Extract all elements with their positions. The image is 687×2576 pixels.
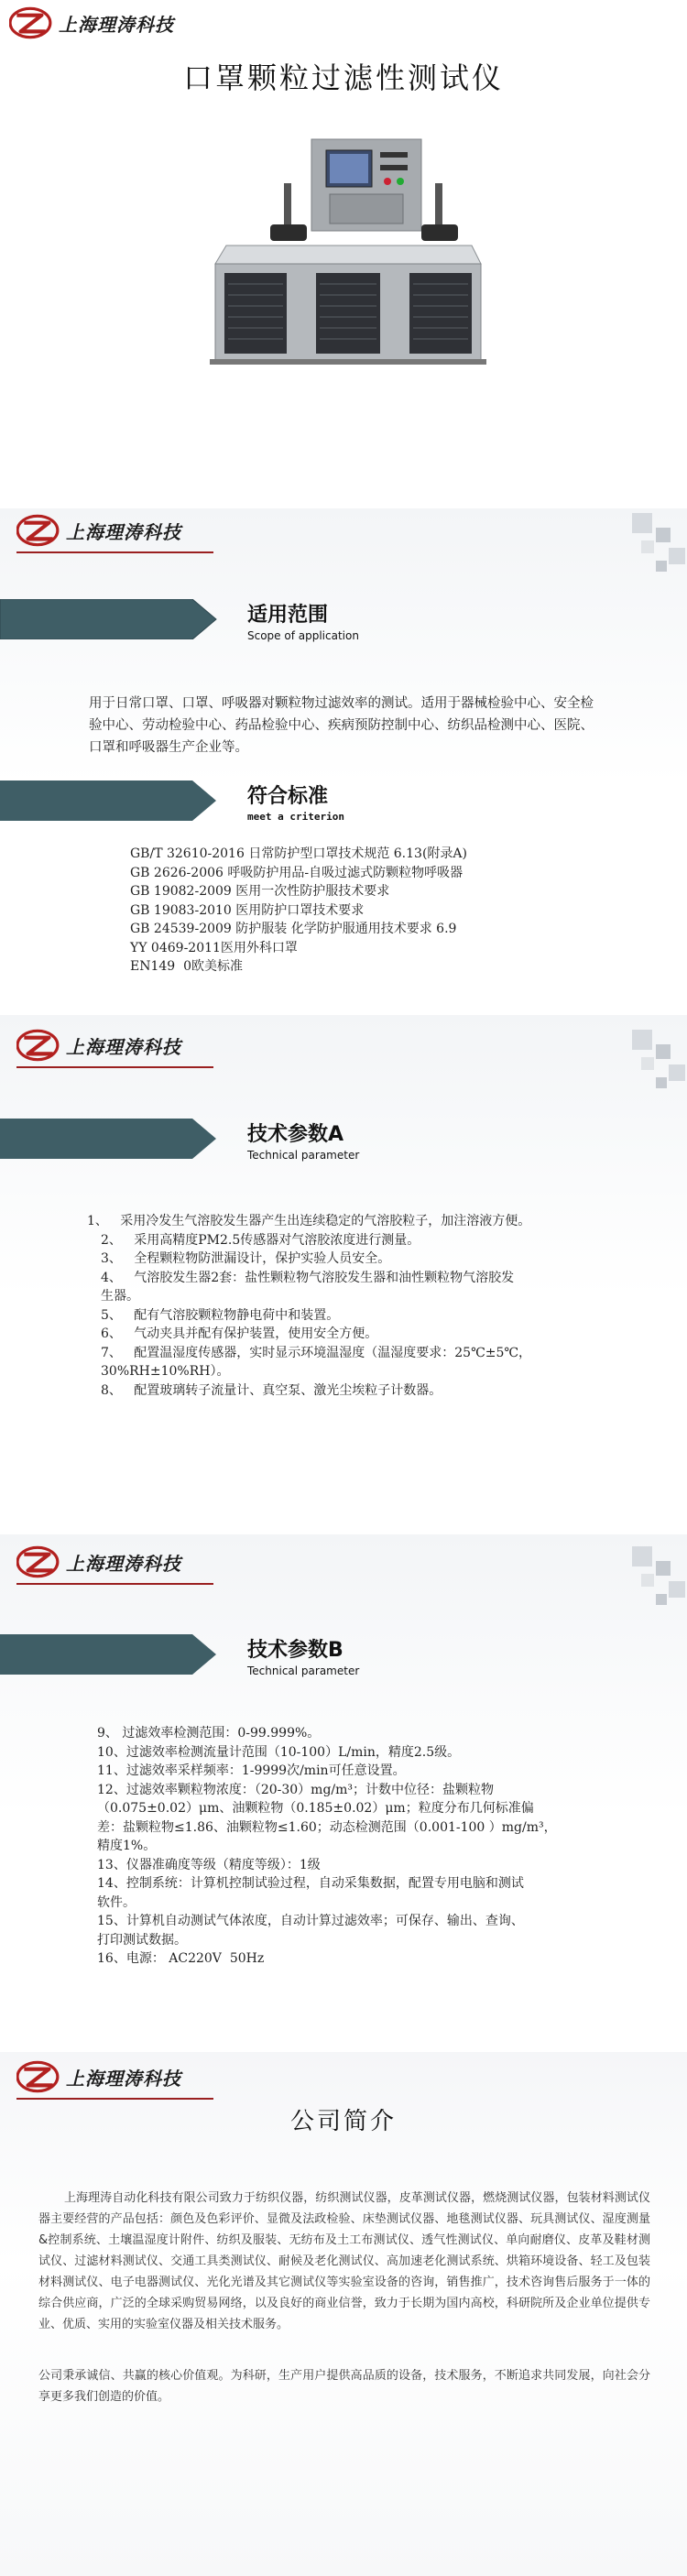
param-line: （0.075±0.02）μm、油颗粒物（0.185±0.02）μm；粒度分布几何标准偏 (97, 1801, 534, 1816)
application-text: 用于日常口罩、口罩、呼吸器对颗粒物过滤效率的测试。适用于器械检验中心、安全检验中心、劳动检验中心、药品检验中心、疾病预防控制中心、纺织品检测中心、医院、口罩和呼吸器生产企业等。 (89, 696, 594, 755)
heading-params-b (247, 1634, 359, 1677)
standards-list (130, 845, 467, 977)
heading-application-cn: 适用范围 (247, 604, 329, 627)
param-line: 7、 配置温湿度传感器，实时显示环境温湿度（温湿度要求：25℃±5℃， (101, 1345, 532, 1360)
section3-logo (16, 1545, 181, 1579)
param-line: 软件。 (97, 1894, 136, 1910)
section3-rule (16, 1583, 213, 1585)
param-line: 9、 过滤效率检测范围：0-99.999%。 (97, 1726, 321, 1741)
param-line: 8、 配置玻璃转子流量计、真空泵、激光尘埃粒子计数器。 (101, 1382, 442, 1398)
param-line: 打印测试数据。 (97, 1932, 187, 1948)
heading-params-a-en: Technical parameter (247, 1149, 360, 1162)
hero-logo (9, 5, 174, 40)
product-image (206, 137, 490, 366)
standard-line: YY 0469-2011医用外科口罩 (130, 940, 298, 955)
param-line: 2、 采用高精度PM2.5传感器对气溶胶浓度进行测量。 (101, 1232, 420, 1248)
standard-line: GB 19083-2010 医用防护口罩技术要求 (130, 902, 365, 918)
param-line: 差：盐颗粒物≤1.86、油颗粒物≤1.60；动态检测范围（0.001-100 ）mg/m³， (97, 1819, 557, 1835)
param-line: 14、控制系统：计算机控制试验过程，自动采集数据，配置专用电脑和测试 (97, 1876, 524, 1891)
param-line: 4、 气溶胶发生器2套：盐性颗粒物气溶胶发生器和油性颗粒物气溶胶发 (101, 1270, 515, 1285)
section4-rule (16, 2098, 213, 2100)
heading-standards (247, 780, 344, 823)
hero-title: 口罩颗粒过滤性测试仪 (182, 60, 504, 95)
section1-rule (16, 551, 213, 553)
param-line: 6、 气动夹具并配有保护装置，使用安全方便。 (101, 1326, 378, 1341)
brand-mark-icon (16, 513, 60, 548)
brand-mark-icon (16, 1028, 60, 1063)
logo-text: 上海理涛科技 (66, 1035, 181, 1058)
logo-text: 上海理涛科技 (66, 1552, 181, 1575)
brand-mark-icon (16, 2059, 60, 2094)
params-b-list (97, 1724, 557, 1969)
heading-standards-en: meet a criterion (247, 811, 344, 823)
standard-line: GB 2626-2006 呼吸防护用品-自吸过滤式防颗粒物呼吸器 (130, 865, 463, 880)
section2-rule (16, 1066, 213, 1068)
heading-arrow-standards (0, 780, 220, 821)
section1-logo (16, 513, 181, 548)
params-a-list (87, 1212, 531, 1400)
heading-params-a-cn: 技术参数A (247, 1123, 344, 1146)
section4-logo (16, 2059, 181, 2094)
heading-params-a (247, 1119, 359, 1162)
param-line: 30%RH±10%RH）。 (101, 1364, 230, 1379)
company-para-1: 上海理涛自动化科技有限公司致力于纺织仪器，纺织测试仪器，皮革测试仪器，燃烧测试仪器，包装材料测试仪器主要经营的产品包括：颜色及色彩评价、显微及法政检验、床垫测试仪器、地毯测试仪器、玩具测试仪、湿度测量&控制系统、土壤温湿度计附件、纺织及服装、无纺布及土工布测试仪、透气性测试仪、单向耐磨仪、皮革及鞋材测试仪、过滤材料测试仪、交通工具类测试仪、耐候及老化测试仪、高加速老化测试系统、烘箱环境设备、轻工及包装材料测试仪、电子电器测试仪、光化光谱及其它测试仪等实验室设备的咨询，销售推广，技术咨询售后服务于一体的综合供应商，广泛的全球采购贸易网络，以及良好的商业信誉，致力于长期为国内高校，科研院所及企业单位提供专业、优质、实用的实验室仪器及相关技术服务。 (38, 2191, 650, 2331)
heading-application (247, 599, 359, 642)
standard-line: EN149 0欧美标准 (130, 959, 243, 974)
heading-arrow-params-a (0, 1119, 220, 1159)
param-line: 11、过滤效率采样频率：1-9999次/min可任意设置。 (97, 1763, 406, 1778)
logo-text: 上海理涛科技 (66, 2067, 181, 2090)
standard-line: GB/T 32610-2016 日常防护型口罩技术规范 6.13(附录A) (130, 846, 467, 861)
heading-params-b-en: Technical parameter (247, 1665, 360, 1677)
param-line: 3、 全程颗粒物防泄漏设计，保护实验人员安全。 (101, 1251, 391, 1266)
heading-arrow-params-b (0, 1634, 220, 1675)
param-line: 13、仪器准确度等级（精度等级）：1级 (97, 1857, 321, 1872)
param-line: 16、电源： AC220V 50Hz (97, 1951, 265, 1966)
section2-logo (16, 1028, 181, 1063)
brand-mark-icon (9, 5, 53, 40)
logo-text: 上海理涛科技 (66, 520, 181, 543)
param-line: 15、计算机自动测试气体浓度，自动计算过滤效率；可保存、输出、查询、 (97, 1914, 524, 1928)
param-line: 5、 配有气溶胶颗粒物静电荷中和装置。 (101, 1307, 340, 1323)
param-line: 1、 采用冷发生气溶胶发生器产生出连续稳定的气溶胶粒子，加注溶液方便。 (87, 1214, 531, 1228)
heading-arrow-application (0, 599, 220, 639)
param-line: 12、过滤效率颗粒物浓度：（20-30）mg/m³；计数中位径：盐颗粒物 (97, 1782, 495, 1797)
company-title: 公司简介 (289, 2108, 397, 2135)
standard-line: GB 24539-2009 防护服装 化学防护服通用技术要求 6.9 (130, 922, 457, 936)
logo-text: 上海理涛科技 (59, 13, 174, 36)
heading-standards-cn: 符合标准 (247, 785, 329, 808)
brand-mark-icon (16, 1545, 60, 1579)
param-line: 10、过滤效率检测流量计范围（10-100）L/min，精度2.5级。 (97, 1744, 461, 1760)
heading-application-en: Scope of application (247, 629, 359, 642)
company-para-2: 公司秉承诚信、共赢的核心价值观。为科研，生产用户提供高品质的设备，技术服务，不断追求共同发展，向社会分享更多我们创造的价值。 (38, 2369, 650, 2404)
param-line: 精度1%。 (97, 1839, 157, 1853)
standard-line: GB 19082-2009 医用一次性防护服技术要求 (130, 884, 390, 899)
heading-params-b-cn: 技术参数B (247, 1639, 344, 1662)
param-line: 生器。 (101, 1289, 139, 1304)
